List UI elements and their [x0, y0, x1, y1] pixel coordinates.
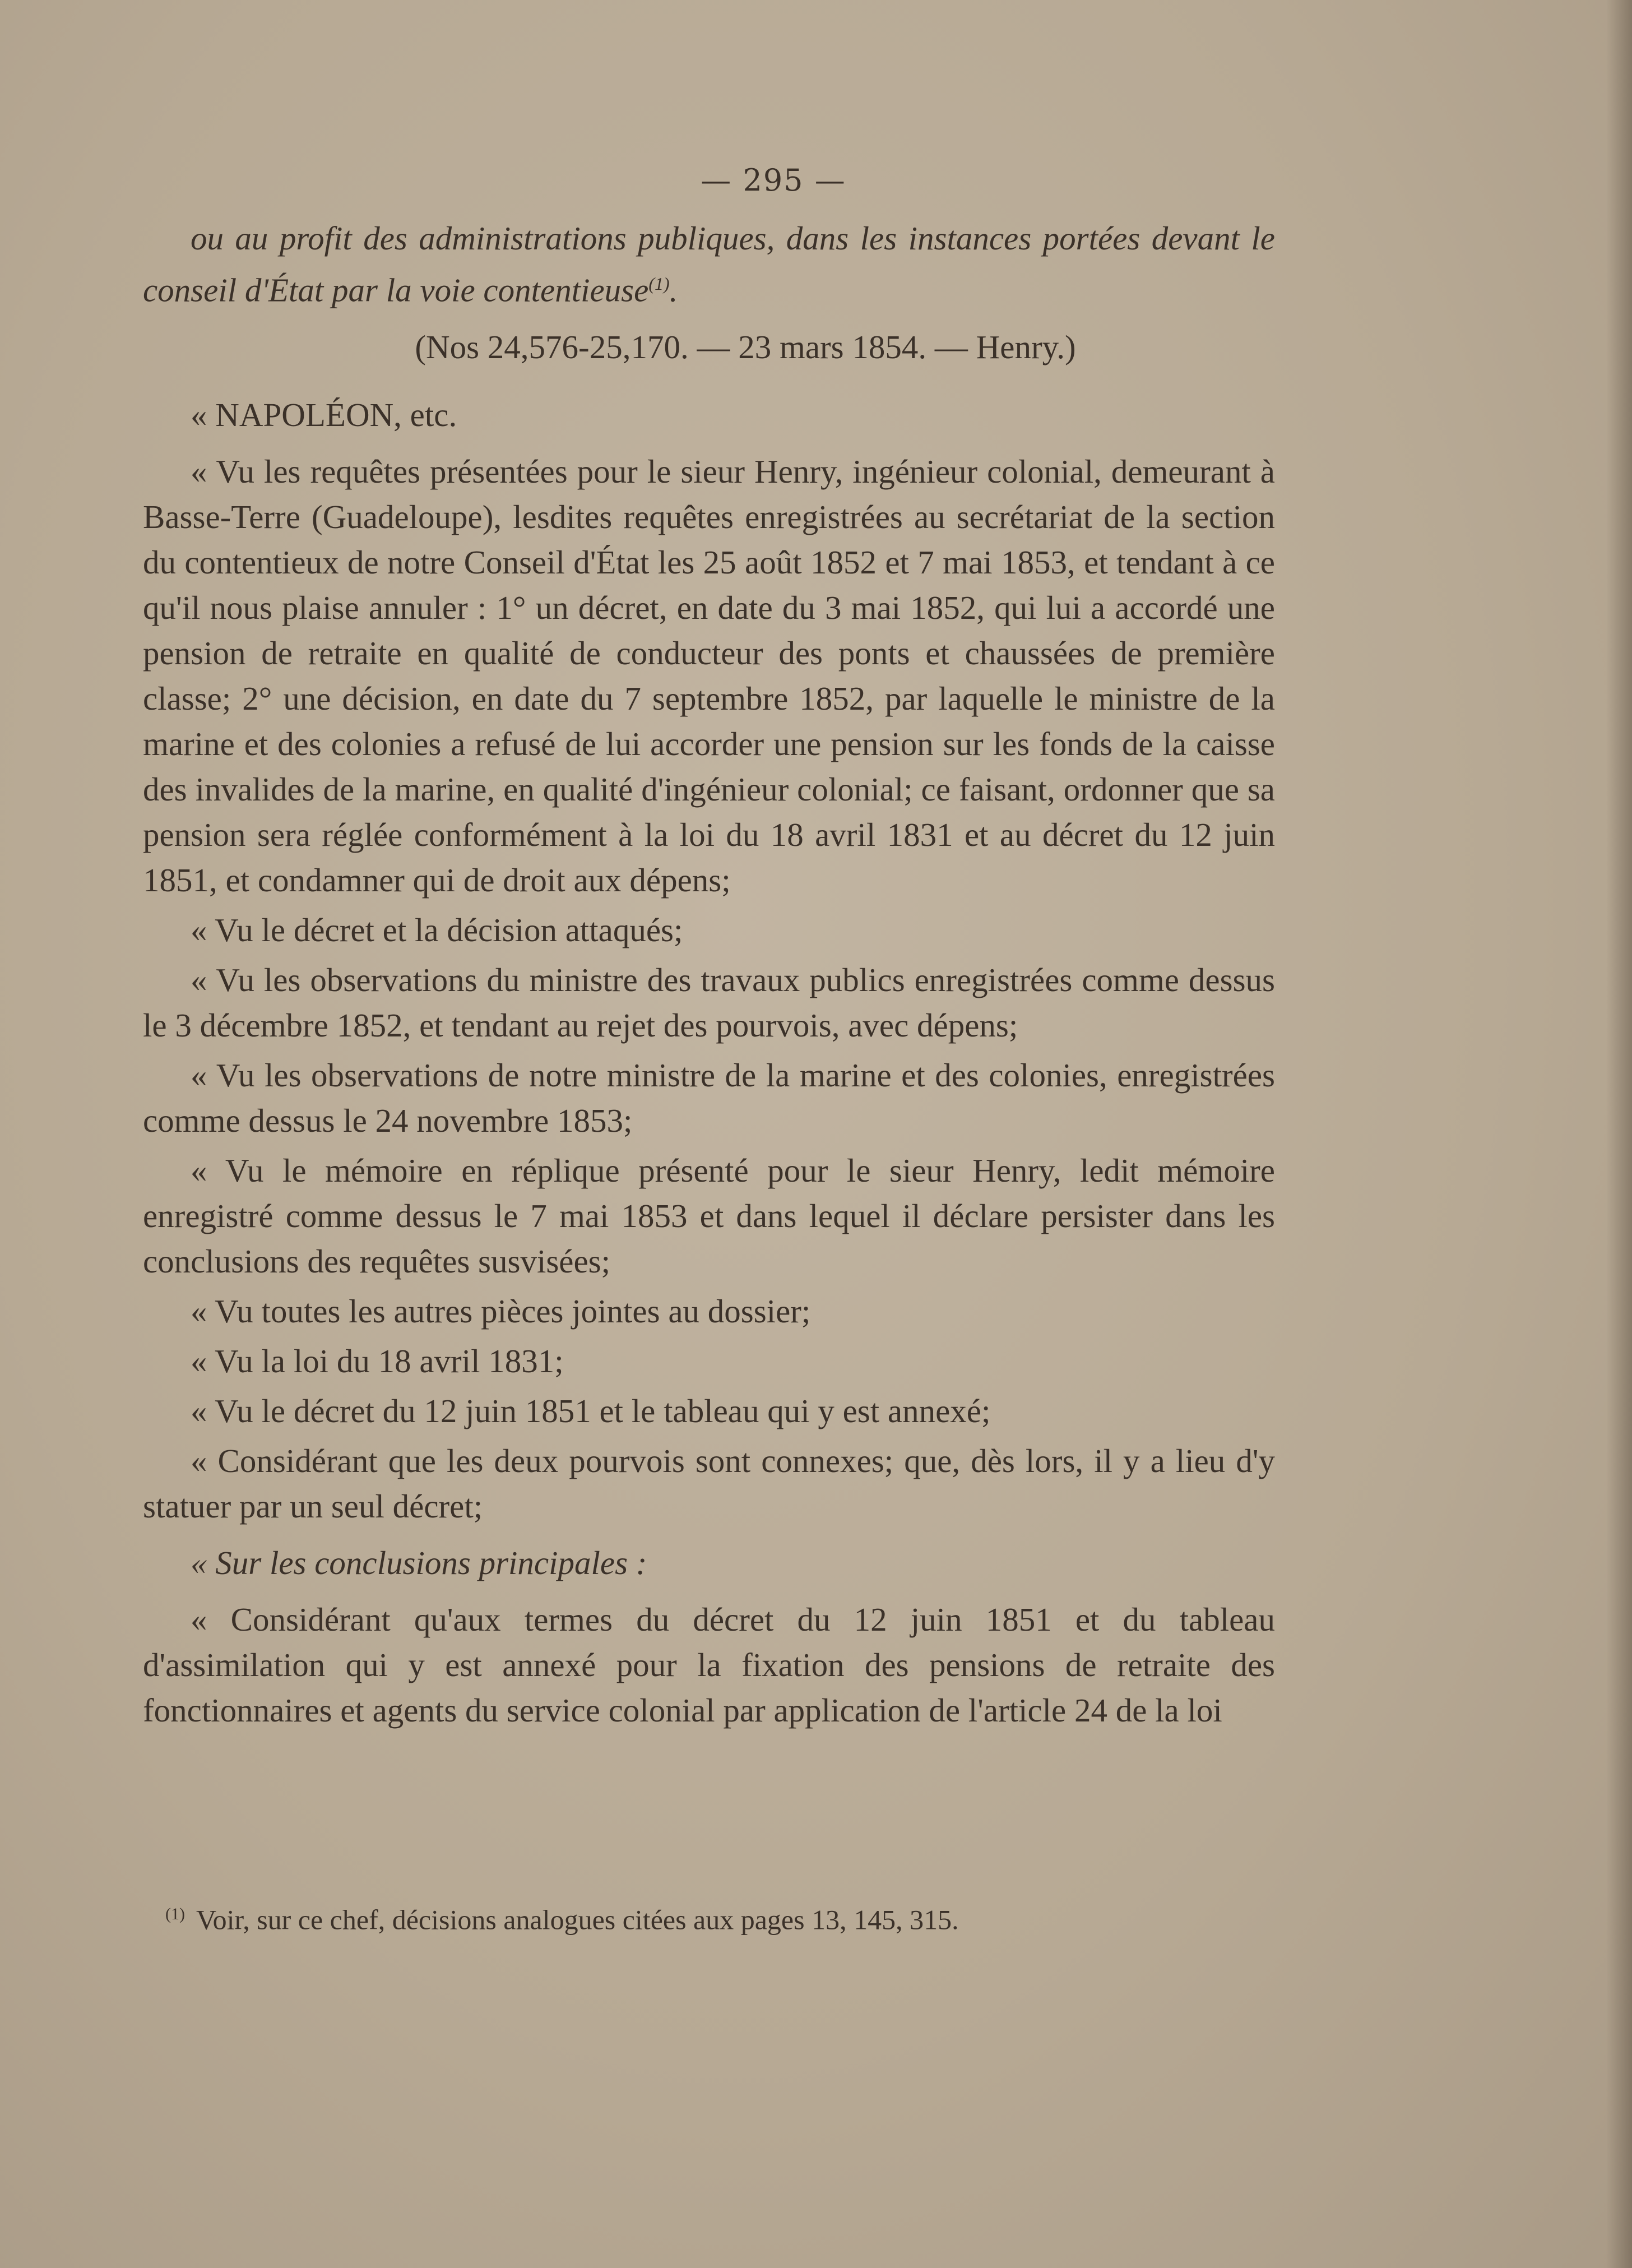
footnote-text: Voir, sur ce chef, décisions analogues citées aux pages 13, 145, 315.	[196, 1904, 959, 1936]
paragraph-loi: « Vu la loi du 18 avril 1831;	[191, 1342, 564, 1380]
paragraph-connexes: « Considérant que les deux pourvois sont connexes; que, dès lors, il y a lieu d'y statuer par un seul décret;	[143, 1442, 1275, 1525]
paragraph-observations-travaux: « Vu les observations du ministre des travaux publics enregistrées comme dessus le 3 décembre 1852, et tendant au rejet des pourvois, avec dépens;	[143, 961, 1275, 1044]
footnote-reference: (1)	[648, 274, 670, 294]
heading-napoleon: « NAPOLÉON, etc.	[191, 396, 457, 433]
page-edge-shadow	[1606, 0, 1632, 2268]
paragraph-observations-marine: « Vu les observations de notre ministre de la marine et des colonies, enregistrées comme dessus le 24 novembre 1853;	[143, 1056, 1275, 1139]
footnote	[165, 1897, 1275, 1937]
section-heading-conclusions: « Sur les conclusions principales :	[191, 1544, 647, 1581]
paragraph-pieces: « Vu toutes les autres pièces jointes au dossier;	[191, 1292, 811, 1330]
page-number: — 295 —	[701, 163, 846, 198]
paragraph-memoire: « Vu le mémoire en réplique présenté pour le sieur Henry, ledit mémoire enregistré comme dessus le 7 mai 1853 et dans lequel il déclare persister dans les conclusions des requêtes susvisées;	[143, 1151, 1275, 1280]
paragraph-requetes: « Vu les requêtes présentées pour le sieur Henry, ingénieur colonial, demeurant à Basse-Terre (Guadeloupe), lesdites requêtes enregistrées au secrétariat de la section du contentieux de notre Conseil d'État les 25 août 1852 et 7 mai 1853, et tendant à ce qu'il nous plaise annuler : 1° un décret, en date du 3 mai 1852, qui lui a accordé une pension de retraite en qualité de conducteur des ponts et chaussées de première classe; 2° une décision, en date du 7 septembre 1852, par laquelle le ministre de la marine et des colonies a refusé de lui accorder une pension sur les fonds de la caisse des invalides de la marine, en qualité d'ingénieur colonial; ce faisant, ordonner que sa pension sera réglée conformément à la loi du 18 avril 1831 et au décret du 12 juin 1851, et condamner qui de droit aux dépens;	[143, 452, 1275, 899]
paragraph-considerant: « Considérant qu'aux termes du décret du 12 juin 1851 et du tableau d'assimilation qui y est annexé pour la fixation des pensions de retraite des fonctionnaires et agents du service colonial par application de l'article 24 de la loi	[143, 1600, 1275, 1729]
paragraph-decret-decision: « Vu le décret et la décision attaqués;	[191, 911, 683, 948]
intro-text: ou au profit des administrations publiques, dans les instances portées devant le conseil d'État par la voie contentieuse	[143, 220, 1275, 309]
intro-paragraph	[143, 216, 1275, 313]
paragraph-decret-tableau: « Vu le décret du 12 juin 1851 et le tableau qui y est annexé;	[191, 1392, 991, 1429]
intro-end: .	[669, 271, 678, 309]
case-reference: (Nos 24,576-25,170. — 23 mars 1854. — Henry.)	[415, 328, 1076, 365]
page-body	[143, 216, 1275, 1738]
footnote-mark: (1)	[165, 1905, 185, 1923]
